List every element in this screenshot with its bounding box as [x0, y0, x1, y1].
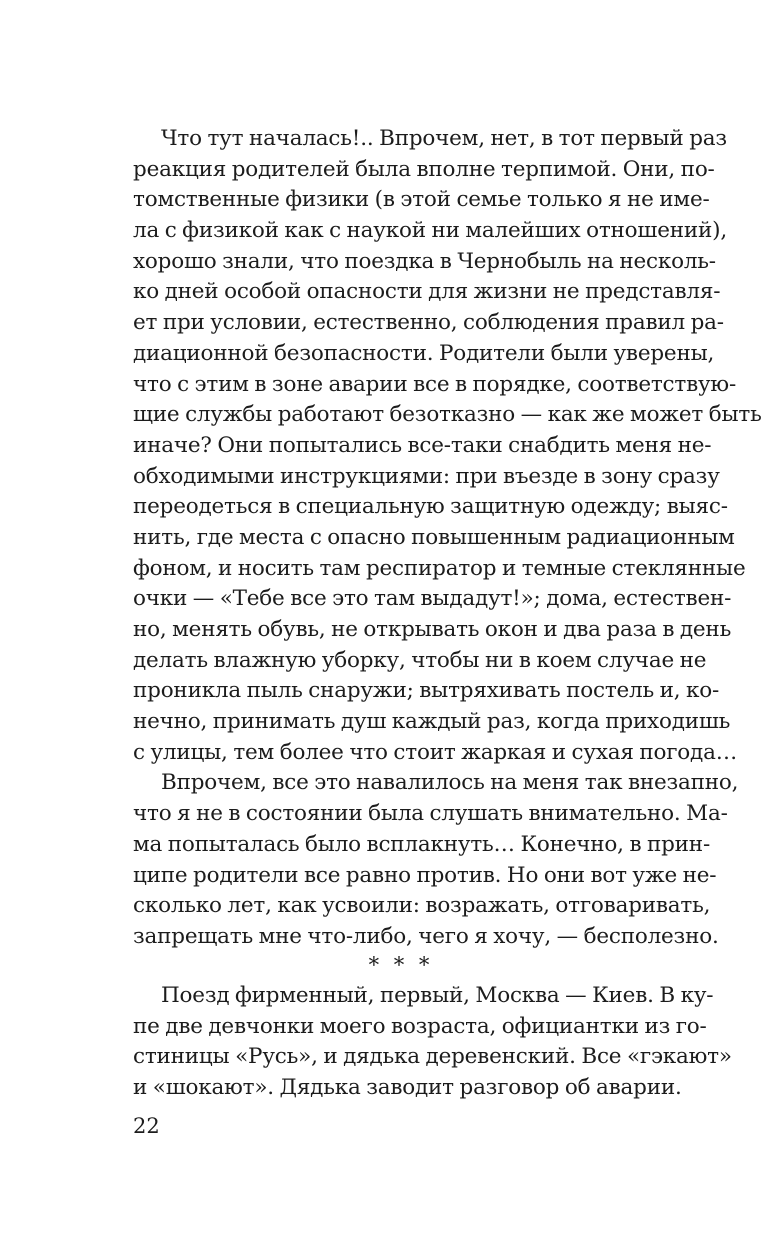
text-line: с улицы, тем более что стоит жаркая и сухая погода… — [133, 739, 737, 765]
text-line: что с этим в зоне аварии все в порядке, соответствую- — [133, 371, 737, 397]
text-line: хорошо знали, что поездка в Чернобыль на несколь- — [133, 248, 716, 274]
text-line: обходимыми инструкциями: при въезде в зону сразу — [133, 463, 720, 489]
text-line: диационной безопасности. Родители были уверены, — [133, 340, 715, 366]
text-line: ко дней особой опасности для жизни не представля- — [133, 279, 721, 305]
text-line: ет при условии, естественно, соблюдения правил ра- — [133, 310, 724, 336]
text-line: и «шокают». Дядька заводит разговор об аварии. — [133, 1075, 682, 1101]
text-line: проникла пыль снаружи; вытряхивать постель и, ко- — [133, 678, 720, 704]
text-line: очки — «Тебе все это там выдадут!»; дома, естествен- — [133, 586, 732, 612]
text-line: что я не в состоянии была слушать внимательно. Ма- — [133, 801, 728, 827]
text-line: иначе? Они попытались все-таки снабдить меня не- — [133, 432, 712, 458]
text-line: щие службы работают безотказно — как же может быть — [133, 402, 762, 428]
text-line: ла с физикой как с наукой ни малейших отношений), — [133, 218, 727, 244]
text-line: Что тут началась!.. Впрочем, нет, в тот первый раз — [161, 126, 727, 151]
text-line: фоном, и носить там респиратор и темные стеклянные — [133, 555, 746, 581]
text-line: запрещать мне что-либо, чего я хочу, — бесполезно. — [133, 923, 719, 949]
text-line: сколько лет, как усвоили: возражать, отговаривать, — [133, 893, 711, 919]
section-separator: * * * — [368, 953, 434, 977]
page-number: 22 — [133, 1114, 160, 1138]
text-line: томственные физики (в этой семье только я не име- — [133, 187, 710, 213]
text-line: ципе родители все равно против. Но они вот уже не- — [133, 862, 717, 888]
text-line: переодеться в специальную защитную одежду; выяс- — [133, 494, 728, 520]
main-text — [133, 124, 762, 953]
text-line: Впрочем, все это навалилось на меня так внезапно, — [161, 770, 739, 796]
text-line: пе две девчонки моего возраста, официантки из го- — [133, 1013, 707, 1039]
text-line: делать влажную уборку, чтобы ни в коем случае не — [133, 647, 707, 673]
text-line: но, менять обувь, не открывать окон и два раза в день — [133, 617, 732, 642]
section-text — [133, 981, 732, 1104]
text-line: реакция родителей была вполне терпимой. Они, по- — [133, 156, 715, 182]
text-line: ма попыталась было всплакнуть… Конечно, в прин- — [133, 831, 711, 857]
text-line: нечно, принимать душ каждый раз, когда приходишь — [133, 709, 731, 735]
text-line: Поезд фирменный, первый, Москва — Киев. В ку- — [161, 983, 714, 1008]
text-line: нить, где места с опасно повышенным радиационным — [133, 524, 735, 550]
text-line: стиницы «Русь», и дядька деревенский. Все «гэкают» — [133, 1044, 732, 1070]
